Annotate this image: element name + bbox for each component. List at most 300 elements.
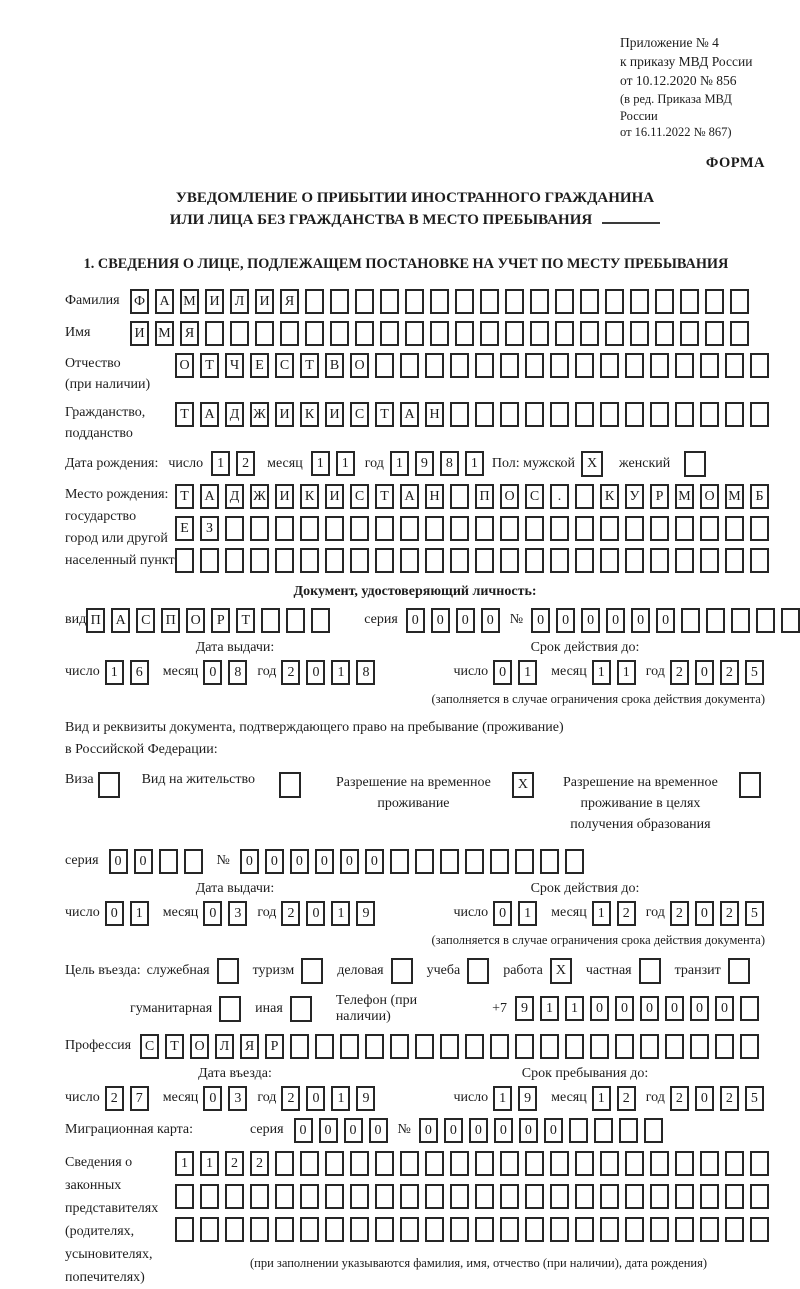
char-cell[interactable] [500,402,519,427]
char-cell[interactable] [430,321,449,346]
char-cell[interactable] [455,321,474,346]
char-cell[interactable] [625,1151,644,1176]
char-cell[interactable]: О [190,1034,209,1059]
char-cell[interactable] [680,289,699,314]
char-cell[interactable]: Н [425,484,444,509]
char-cell[interactable] [205,321,224,346]
char-cell[interactable] [575,484,594,509]
char-cell[interactable]: 0 [294,1118,313,1143]
char-cell[interactable]: 1 [592,660,611,685]
char-cell[interactable] [750,1151,769,1176]
char-cell[interactable] [500,1184,519,1209]
char-cell[interactable] [450,1217,469,1242]
char-cell[interactable]: 0 [715,996,734,1021]
char-cell[interactable] [440,849,459,874]
char-cell[interactable]: 0 [340,849,359,874]
char-cell[interactable]: Б [750,484,769,509]
char-cell[interactable]: 1 [565,996,584,1021]
char-cell[interactable] [311,608,330,633]
char-cell[interactable] [725,353,744,378]
char-cell[interactable] [525,402,544,427]
char-cell[interactable]: 0 [695,901,714,926]
char-cell[interactable] [540,849,559,874]
char-cell[interactable] [467,958,489,984]
char-cell[interactable]: З [200,516,219,541]
char-cell[interactable]: 0 [590,996,609,1021]
char-cell[interactable]: С [275,353,294,378]
char-cell[interactable]: И [275,484,294,509]
char-cell[interactable]: 0 [431,608,450,633]
char-cell[interactable]: 1 [105,660,124,685]
char-cell[interactable] [415,849,434,874]
char-cell[interactable]: Р [650,484,669,509]
char-cell[interactable] [675,1184,694,1209]
char-cell[interactable]: 2 [281,660,300,685]
char-cell[interactable] [600,516,619,541]
char-cell[interactable]: 0 [493,660,512,685]
char-cell[interactable]: И [130,321,149,346]
char-cell[interactable]: К [300,402,319,427]
char-cell[interactable] [575,516,594,541]
char-cell[interactable] [300,1184,319,1209]
char-cell[interactable] [375,353,394,378]
char-cell[interactable] [400,1184,419,1209]
char-cell[interactable] [550,353,569,378]
char-cell[interactable]: 0 [344,1118,363,1143]
char-cell[interactable] [750,353,769,378]
char-cell[interactable] [625,548,644,573]
char-cell[interactable]: Р [211,608,230,633]
char-cell[interactable] [750,548,769,573]
char-cell[interactable] [644,1118,663,1143]
char-cell[interactable] [425,516,444,541]
char-cell[interactable] [450,402,469,427]
char-cell[interactable] [665,1034,684,1059]
char-cell[interactable]: 9 [415,451,434,476]
char-cell[interactable] [525,516,544,541]
char-cell[interactable]: 0 [406,608,425,633]
char-cell[interactable] [655,321,674,346]
char-cell[interactable] [700,1217,719,1242]
char-cell[interactable] [781,608,800,633]
char-cell[interactable] [225,516,244,541]
char-cell[interactable]: 5 [745,901,764,926]
char-cell[interactable]: М [155,321,174,346]
char-cell[interactable] [425,548,444,573]
char-cell[interactable] [400,516,419,541]
char-cell[interactable]: 2 [720,1086,739,1111]
char-cell[interactable] [730,321,749,346]
char-cell[interactable]: 0 [134,849,153,874]
char-cell[interactable] [750,1184,769,1209]
char-cell[interactable] [619,1118,638,1143]
char-cell[interactable] [275,516,294,541]
char-cell[interactable] [380,321,399,346]
char-cell[interactable] [675,1217,694,1242]
char-cell[interactable] [290,1034,309,1059]
char-cell[interactable]: К [300,484,319,509]
char-cell[interactable]: 1 [331,660,350,685]
char-cell[interactable]: О [175,353,194,378]
char-cell[interactable] [575,353,594,378]
char-cell[interactable]: П [161,608,180,633]
char-cell[interactable] [261,608,280,633]
char-cell[interactable]: М [675,484,694,509]
char-cell[interactable]: У [625,484,644,509]
blank-underline[interactable] [602,222,660,224]
char-cell[interactable] [200,1217,219,1242]
char-cell[interactable] [705,289,724,314]
char-cell[interactable]: 0 [544,1118,563,1143]
char-cell[interactable] [650,1217,669,1242]
char-cell[interactable]: 2 [670,901,689,926]
char-cell[interactable] [675,548,694,573]
char-cell[interactable] [630,289,649,314]
char-cell[interactable]: Л [215,1034,234,1059]
char-cell[interactable] [225,1184,244,1209]
char-cell[interactable] [375,1184,394,1209]
char-cell[interactable] [725,1184,744,1209]
char-cell[interactable] [159,849,178,874]
char-cell[interactable] [725,1217,744,1242]
char-cell[interactable] [575,1217,594,1242]
char-cell[interactable]: Я [180,321,199,346]
char-cell[interactable] [425,1217,444,1242]
char-cell[interactable] [200,548,219,573]
char-cell[interactable] [350,516,369,541]
char-cell[interactable]: 9 [356,901,375,926]
char-cell[interactable]: 0 [306,660,325,685]
char-cell[interactable]: 0 [290,849,309,874]
char-cell[interactable]: 1 [336,451,355,476]
char-cell[interactable] [675,353,694,378]
char-cell[interactable] [550,516,569,541]
char-cell[interactable]: 8 [440,451,459,476]
char-cell[interactable]: Т [375,402,394,427]
char-cell[interactable]: 3 [228,901,247,926]
char-cell[interactable]: 1 [493,1086,512,1111]
char-cell[interactable]: П [475,484,494,509]
char-cell[interactable]: 0 [665,996,684,1021]
char-cell[interactable] [425,353,444,378]
char-cell[interactable]: Ж [250,402,269,427]
char-cell[interactable] [550,402,569,427]
char-cell[interactable]: 0 [606,608,625,633]
char-cell[interactable]: 9 [515,996,534,1021]
char-cell[interactable] [725,516,744,541]
char-cell[interactable] [700,353,719,378]
char-cell[interactable]: С [525,484,544,509]
char-cell[interactable] [550,1217,569,1242]
char-cell[interactable]: 0 [531,608,550,633]
char-cell[interactable]: 6 [130,660,149,685]
char-cell[interactable]: 2 [105,1086,124,1111]
char-cell[interactable]: И [275,402,294,427]
char-cell[interactable]: 1 [211,451,230,476]
char-cell[interactable] [625,1217,644,1242]
char-cell[interactable] [605,289,624,314]
char-cell[interactable] [375,1151,394,1176]
char-cell[interactable] [700,516,719,541]
char-cell[interactable] [200,1184,219,1209]
char-cell[interactable] [505,321,524,346]
char-cell[interactable]: А [200,402,219,427]
char-cell[interactable] [655,289,674,314]
char-cell[interactable] [756,608,775,633]
char-cell[interactable]: 0 [695,660,714,685]
char-cell[interactable]: 0 [365,849,384,874]
char-cell[interactable] [740,1034,759,1059]
char-cell[interactable] [565,849,584,874]
char-cell[interactable] [540,1034,559,1059]
char-cell[interactable] [280,321,299,346]
char-cell[interactable] [391,958,413,984]
char-cell[interactable] [184,849,203,874]
char-cell[interactable]: О [500,484,519,509]
char-cell[interactable] [605,321,624,346]
char-cell[interactable] [98,772,120,798]
char-cell[interactable]: Я [240,1034,259,1059]
char-cell[interactable]: 8 [356,660,375,685]
char-cell[interactable]: 7 [130,1086,149,1111]
char-cell[interactable]: 1 [540,996,559,1021]
char-cell[interactable]: И [255,289,274,314]
char-cell[interactable]: . [550,484,569,509]
char-cell[interactable] [580,321,599,346]
char-cell[interactable] [600,402,619,427]
char-cell[interactable] [315,1034,334,1059]
char-cell[interactable]: 0 [581,608,600,633]
char-cell[interactable] [525,353,544,378]
char-cell[interactable]: С [136,608,155,633]
char-cell[interactable] [175,548,194,573]
char-cell[interactable] [390,1034,409,1059]
char-cell[interactable] [375,1217,394,1242]
char-cell[interactable] [330,289,349,314]
char-cell[interactable]: Ф [130,289,149,314]
char-cell[interactable] [380,289,399,314]
char-cell[interactable]: 0 [656,608,675,633]
char-cell[interactable]: Я [280,289,299,314]
char-cell[interactable] [475,1151,494,1176]
char-cell[interactable] [525,548,544,573]
char-cell[interactable]: 0 [265,849,284,874]
char-cell[interactable]: 1 [390,451,409,476]
char-cell[interactable] [590,1034,609,1059]
char-cell[interactable] [275,548,294,573]
char-cell[interactable] [400,1151,419,1176]
char-cell[interactable] [650,1184,669,1209]
char-cell[interactable]: 1 [331,901,350,926]
char-cell[interactable] [575,1184,594,1209]
char-cell[interactable]: 0 [493,901,512,926]
char-cell[interactable]: 1 [130,901,149,926]
char-cell[interactable] [515,1034,534,1059]
char-cell[interactable]: 0 [469,1118,488,1143]
char-cell[interactable] [550,548,569,573]
char-cell[interactable] [425,1184,444,1209]
char-cell[interactable] [440,1034,459,1059]
char-cell[interactable]: 1 [592,901,611,926]
char-cell[interactable] [475,1184,494,1209]
char-cell[interactable]: 1 [200,1151,219,1176]
char-cell[interactable]: 3 [228,1086,247,1111]
char-cell[interactable]: 0 [306,1086,325,1111]
char-cell[interactable]: 1 [465,451,484,476]
char-cell[interactable]: 2 [720,660,739,685]
char-cell[interactable]: X [550,958,572,984]
char-cell[interactable]: 2 [670,660,689,685]
char-cell[interactable] [625,353,644,378]
char-cell[interactable] [450,548,469,573]
char-cell[interactable] [650,548,669,573]
char-cell[interactable]: 0 [519,1118,538,1143]
char-cell[interactable] [525,1151,544,1176]
char-cell[interactable] [400,353,419,378]
char-cell[interactable] [569,1118,588,1143]
char-cell[interactable] [731,608,750,633]
char-cell[interactable] [750,1217,769,1242]
char-cell[interactable]: Ч [225,353,244,378]
char-cell[interactable] [250,516,269,541]
char-cell[interactable] [301,958,323,984]
char-cell[interactable]: 0 [494,1118,513,1143]
char-cell[interactable] [680,321,699,346]
char-cell[interactable] [500,1217,519,1242]
char-cell[interactable]: С [140,1034,159,1059]
char-cell[interactable] [415,1034,434,1059]
char-cell[interactable] [305,321,324,346]
char-cell[interactable] [594,1118,613,1143]
char-cell[interactable] [681,608,700,633]
char-cell[interactable]: 0 [240,849,259,874]
char-cell[interactable] [575,548,594,573]
char-cell[interactable] [639,958,661,984]
char-cell[interactable]: С [350,402,369,427]
char-cell[interactable] [675,402,694,427]
char-cell[interactable] [600,353,619,378]
char-cell[interactable]: 0 [369,1118,388,1143]
char-cell[interactable] [450,516,469,541]
char-cell[interactable] [350,1217,369,1242]
char-cell[interactable] [300,1217,319,1242]
char-cell[interactable] [475,353,494,378]
char-cell[interactable] [365,1034,384,1059]
char-cell[interactable]: 1 [518,901,537,926]
char-cell[interactable]: 1 [518,660,537,685]
char-cell[interactable]: М [725,484,744,509]
char-cell[interactable] [515,849,534,874]
char-cell[interactable] [530,289,549,314]
char-cell[interactable]: 1 [617,660,636,685]
char-cell[interactable] [490,1034,509,1059]
char-cell[interactable]: 0 [556,608,575,633]
char-cell[interactable] [325,1217,344,1242]
char-cell[interactable]: 2 [281,1086,300,1111]
char-cell[interactable] [600,1184,619,1209]
char-cell[interactable]: Т [375,484,394,509]
char-cell[interactable]: 0 [615,996,634,1021]
char-cell[interactable] [219,996,241,1022]
char-cell[interactable] [405,321,424,346]
char-cell[interactable] [455,289,474,314]
char-cell[interactable]: 0 [695,1086,714,1111]
char-cell[interactable]: 0 [481,608,500,633]
char-cell[interactable]: X [512,772,534,798]
char-cell[interactable]: 9 [518,1086,537,1111]
char-cell[interactable] [525,1184,544,1209]
char-cell[interactable]: 0 [203,1086,222,1111]
char-cell[interactable]: 0 [456,608,475,633]
char-cell[interactable]: И [325,484,344,509]
char-cell[interactable]: А [400,402,419,427]
char-cell[interactable]: 2 [617,901,636,926]
char-cell[interactable] [480,289,499,314]
char-cell[interactable]: И [325,402,344,427]
char-cell[interactable] [350,1184,369,1209]
char-cell[interactable]: Т [175,402,194,427]
char-cell[interactable]: 0 [444,1118,463,1143]
char-cell[interactable]: И [205,289,224,314]
char-cell[interactable] [430,289,449,314]
char-cell[interactable]: Л [230,289,249,314]
char-cell[interactable] [325,1184,344,1209]
char-cell[interactable]: П [86,608,105,633]
char-cell[interactable] [225,548,244,573]
char-cell[interactable]: Н [425,402,444,427]
char-cell[interactable] [650,353,669,378]
char-cell[interactable] [375,548,394,573]
char-cell[interactable] [400,1217,419,1242]
char-cell[interactable]: Т [236,608,255,633]
char-cell[interactable]: 0 [306,901,325,926]
char-cell[interactable]: X [581,451,603,477]
char-cell[interactable] [700,1151,719,1176]
char-cell[interactable] [300,1151,319,1176]
char-cell[interactable] [330,321,349,346]
char-cell[interactable]: Д [225,484,244,509]
char-cell[interactable]: С [350,484,369,509]
char-cell[interactable] [217,958,239,984]
char-cell[interactable] [250,548,269,573]
char-cell[interactable] [625,516,644,541]
char-cell[interactable] [225,1217,244,1242]
char-cell[interactable]: 2 [670,1086,689,1111]
char-cell[interactable]: Т [165,1034,184,1059]
char-cell[interactable] [505,289,524,314]
char-cell[interactable] [475,402,494,427]
char-cell[interactable] [450,353,469,378]
char-cell[interactable] [630,321,649,346]
char-cell[interactable] [550,1184,569,1209]
char-cell[interactable]: О [350,353,369,378]
char-cell[interactable]: О [186,608,205,633]
char-cell[interactable] [465,849,484,874]
char-cell[interactable] [450,1184,469,1209]
char-cell[interactable] [325,1151,344,1176]
char-cell[interactable] [290,996,312,1022]
char-cell[interactable] [450,484,469,509]
char-cell[interactable]: 1 [592,1086,611,1111]
char-cell[interactable]: 2 [281,901,300,926]
char-cell[interactable]: Р [265,1034,284,1059]
char-cell[interactable]: 0 [631,608,650,633]
char-cell[interactable] [700,402,719,427]
char-cell[interactable] [250,1184,269,1209]
char-cell[interactable] [739,772,761,798]
char-cell[interactable] [475,516,494,541]
char-cell[interactable]: 9 [356,1086,375,1111]
